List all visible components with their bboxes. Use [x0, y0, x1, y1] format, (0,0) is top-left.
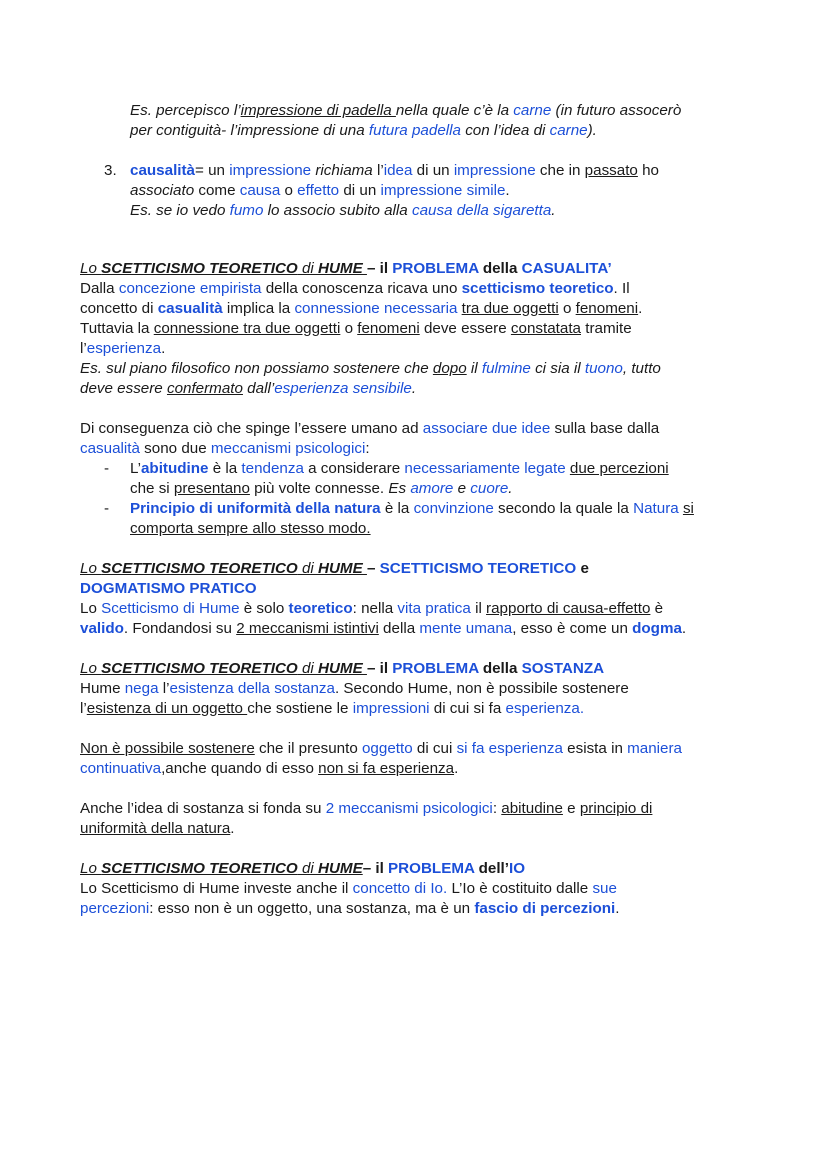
example-padella-line-1: Es. percepisco l’impressione di padella nella quale c’è la carne (in futuro assocerò [130, 102, 682, 119]
sec1b-line-1: Di conseguenza ciò che spinge l’essere umano ad associare due idee sulla base dalla [80, 420, 660, 437]
sec3-line-2: l’esistenza di un oggetto che sostiene le impressioni di cui si fa esperienza. [80, 700, 585, 717]
section-title-dogmatismo: Lo SCETTICISMO TEORETICO di HUME – SCETTICISMO TEORETICO e [80, 560, 589, 577]
example-padella-line-2: per contiguità- l’impressione di una futura padella con l’idea di carne). [130, 122, 597, 139]
section-title-sostanza: Lo SCETTICISMO TEORETICO di HUME – il PROBLEMA della SOSTANZA [80, 660, 605, 677]
sec4-line-2: percezioni: esso non è un oggetto, una sostanza, ma è un fascio di percezioni. [80, 900, 620, 917]
sec1-example-line-2: deve essere confermato dall’esperienza sensibile. [80, 380, 417, 397]
causalita-line-2: associato come causa o effetto di un impressione simile. [130, 182, 510, 199]
sec3-line-6: uniformità della natura. [80, 820, 235, 837]
sec3-line-3: Non è possibile sostenere che il presunto oggetto di cui si fa esperienza esista in maniera [80, 740, 682, 757]
sec3-line-5: Anche l’idea di sostanza si fonda su 2 meccanismi psicologici: abitudine e principio di [80, 800, 653, 817]
bullet-dash: - [104, 500, 110, 517]
bullet-abitudine-line-2: che si presentano più volte connesse. Es amore e cuore. [130, 480, 513, 497]
sec1-line-4: l’esperienza. [80, 340, 166, 357]
sec1-example-line-1: Es. sul piano filosofico non possiamo sostenere che dopo il fulmine ci sia il tuono, tutto [80, 360, 661, 377]
sec2-line-1: Lo Scetticismo di Hume è solo teoretico: nella vita pratica il rapporto di causa-effetto è [80, 600, 664, 617]
causalita-line-1: causalità= un impressione richiama l’idea di un impressione che in passato ho [130, 162, 659, 179]
causalita-example: Es. se io vedo fumo lo associo subito alla causa della sigaretta. [130, 202, 556, 219]
section-title-casualita: Lo SCETTICISMO TEORETICO di HUME – il PROBLEMA della CASUALITA’ [80, 260, 612, 277]
list-number: 3. [104, 162, 117, 179]
sec3-line-4: continuativa,anche quando di esso non si fa esperienza. [80, 760, 459, 777]
bullet-uniformita-line-2: comporta sempre allo stesso modo. [130, 520, 371, 537]
sec3-line-1: Hume nega l’esistenza della sostanza. Secondo Hume, non è possibile sostenere [80, 680, 629, 697]
sec1-line-2: concetto di casualità implica la connessione necessaria tra due oggetti o fenomeni. [80, 300, 643, 317]
bullet-uniformita-line-1: Principio di uniformità della natura è la convinzione secondo la quale la Natura si [130, 500, 694, 517]
bullet-dash: - [104, 460, 110, 477]
sec4-line-1: Lo Scetticismo di Hume investe anche il concetto di Io. L’Io è costituito dalle sue [80, 880, 617, 897]
bullet-abitudine-line-1: L’abitudine è la tendenza a considerare necessariamente legate due percezioni [130, 460, 669, 477]
sec1b-line-2: casualità sono due meccanismi psicologici: [80, 440, 370, 457]
sec2-line-2: valido. Fondandosi su 2 meccanismi istintivi della mente umana, esso è come un dogma. [80, 620, 687, 637]
sec1-line-3: Tuttavia la connessione tra due oggetti o fenomeni deve essere constatata tramite [80, 320, 632, 337]
sec1-line-1: Dalla concezione empirista della conoscenza ricava uno scetticismo teoretico. Il [80, 280, 630, 297]
section-title-io: Lo SCETTICISMO TEORETICO di HUME– il PROBLEMA dell’IO [80, 860, 526, 877]
section-title-dogmatismo-line-2: DOGMATISMO PRATICO [80, 580, 257, 597]
